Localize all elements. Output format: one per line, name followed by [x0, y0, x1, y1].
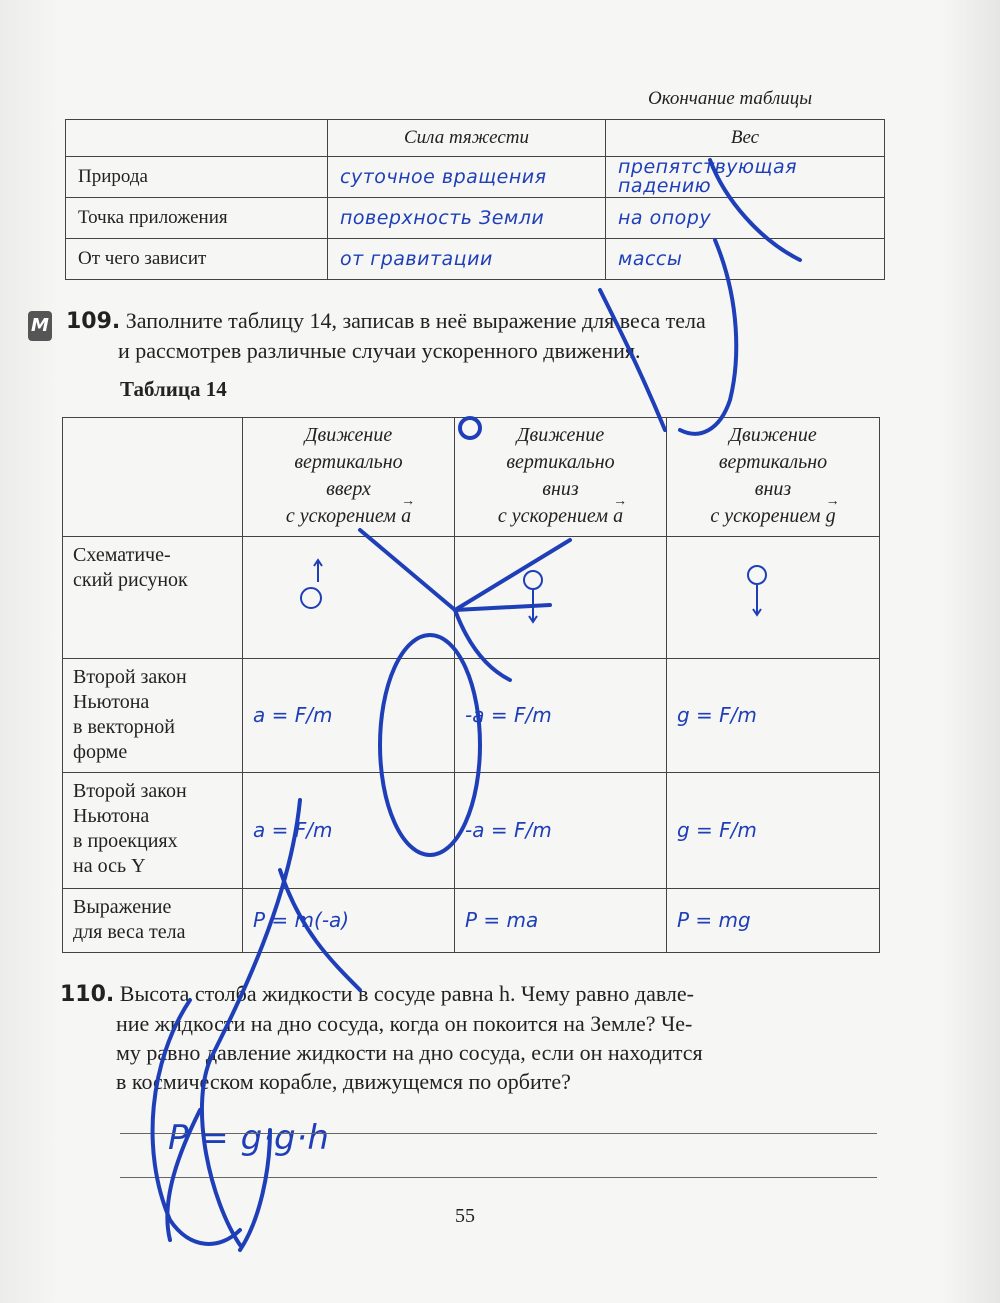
task-109: [66, 306, 706, 365]
row-label: Выражение для веса тела: [63, 889, 243, 953]
task-number: 109.: [66, 309, 121, 334]
vector-symbol: → g: [826, 503, 836, 530]
handwritten-answer: -a = F/m: [455, 659, 667, 773]
header-line: Движение: [304, 424, 393, 446]
empty-corner-cell: [63, 418, 243, 537]
handwritten-answer: от гравитации: [328, 239, 606, 280]
table-header-row: [66, 120, 885, 157]
continuation-caption: Окончание таблицы: [648, 88, 813, 109]
page-number: 55: [455, 1205, 475, 1227]
table-header-cell: [66, 120, 328, 157]
method-badge: М: [28, 311, 52, 341]
header-line: вниз: [542, 478, 579, 500]
header-line: вверх: [326, 478, 371, 500]
vector-symbol: → a: [613, 503, 623, 530]
header-line: Движение: [516, 424, 605, 446]
handwritten-answer: P = ma: [455, 889, 667, 953]
answer-line: [120, 1177, 877, 1178]
table-14-caption: Таблица 14: [120, 377, 227, 401]
sketch-cell: [243, 537, 455, 659]
table-header-row: [63, 418, 880, 537]
task-text: Высота столба жидкости в сосуде равна h. Чему равно давле-: [119, 981, 695, 1006]
task-text: Заполните таблицу 14, записав в неё выражение для веса тела: [125, 308, 706, 333]
row-label: Природа: [66, 157, 328, 198]
header-line: вертикально: [718, 451, 828, 473]
task-text: ние жидкости на дно сосуда, когда он покоится на Земле? Че-: [116, 1011, 693, 1036]
answer-line: [120, 1133, 877, 1134]
row-label: Точка приложения: [66, 198, 328, 239]
task-text: и рассмотрев различные случаи ускоренного движения.: [118, 338, 641, 363]
handwritten-answer: поверхность Земли: [328, 198, 606, 239]
header-line: вертикально: [506, 451, 615, 473]
table-header-cell: Сила тяжести: [328, 120, 606, 157]
row-label: Схематиче- ский рисунок: [63, 537, 243, 659]
handwritten-answer: массы: [606, 239, 885, 280]
handwritten-answer: a = F/m: [243, 659, 455, 773]
handwritten-answer: -a = F/m: [455, 773, 667, 889]
handwritten-answer: на опору: [606, 198, 885, 239]
column-header: [455, 418, 667, 537]
column-header: [243, 418, 455, 537]
task-text: му равно давление жидкости на дно сосуда, если он находится: [116, 1040, 703, 1065]
handwritten-answer: g = F/m: [667, 773, 880, 889]
header-line: вниз: [754, 478, 792, 500]
row-label: Второй закон Ньютона в проекциях на ось Y: [63, 773, 243, 889]
handwritten-answer: P = m(-a): [243, 889, 455, 953]
table-14: [62, 417, 880, 953]
table-row: [63, 537, 880, 659]
header-line: с ускорением: [285, 505, 397, 527]
table-row: [66, 239, 885, 280]
header-line: с ускорением: [497, 505, 609, 527]
task-number: 110.: [60, 982, 115, 1007]
table-row: [63, 773, 880, 889]
header-line: с ускорением: [710, 505, 821, 527]
task-110: [60, 979, 703, 1096]
table-header-cell: Вес: [606, 120, 885, 157]
table-row: [63, 889, 880, 953]
table-row: [63, 659, 880, 773]
handwritten-answer: препятствующая падению: [606, 157, 885, 198]
task-text: в космическом корабле, движущемся по орбите?: [116, 1069, 571, 1094]
row-label: Второй закон Ньютона в векторной форме: [63, 659, 243, 773]
column-header: [667, 418, 880, 537]
handwritten-answer: P = g·g·h: [168, 1118, 330, 1158]
handwritten-answer: g = F/m: [667, 659, 880, 773]
table-13: [65, 119, 885, 280]
sketch-cell: [455, 537, 667, 659]
header-line: Движение: [729, 424, 817, 446]
vector-symbol: → a: [401, 503, 411, 530]
table-row: [66, 157, 885, 198]
sketch-cell: [667, 537, 880, 659]
row-label: От чего зависит: [66, 239, 328, 280]
handwritten-answer: P = mg: [667, 889, 880, 953]
handwritten-answer: суточное вращения: [328, 157, 606, 198]
header-line: вертикально: [294, 451, 403, 473]
handwritten-answer: a = F/m: [243, 773, 455, 889]
table-row: [66, 198, 885, 239]
